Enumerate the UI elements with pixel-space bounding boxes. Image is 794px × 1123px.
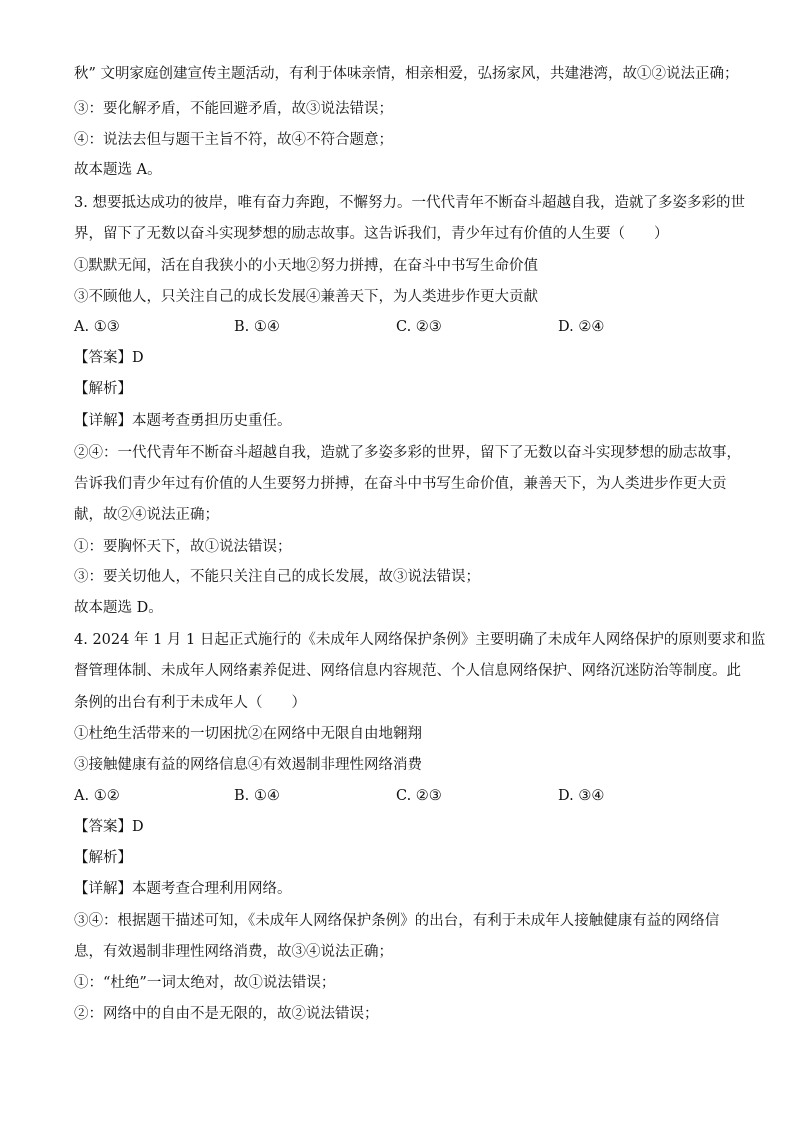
- question-4-stem: 4. 2024 年 1 月 1 日起正式施行的《未成年人网络保护条例》主要明确了未成年人网络保护的原则要求和监: [74, 632, 766, 648]
- explanation-line: 献，故②④说法正确；: [74, 507, 219, 523]
- explanation-line: 息，有效遏制非理性网络消费，故③④说法正确；: [74, 944, 393, 960]
- text-line: 故本题选 A。: [74, 162, 162, 178]
- question-3-options: [74, 317, 724, 337]
- explanation-line: ②④：一代代青年不断奋斗超越自我，造就了多姿多彩的世界，留下了无数以奋斗实现梦想的励志故事，: [74, 445, 741, 461]
- answer-label: 【答案】D: [74, 350, 144, 366]
- question-4-options: [74, 786, 724, 806]
- question-4-statement: ①杜绝生活带来的一切困扰②在网络中无限自由地翱翔: [74, 726, 422, 742]
- question-4-stem: 督管理体制、未成年人网络素养促进、网络信息内容规范、个人信息网络保护、网络沉迷防治等制度。此: [74, 663, 741, 679]
- explanation-line: 告诉我们青少年过有价值的人生要努力拼搏，在奋斗中书写生命价值，兼善天下，为人类进步作更大贡: [74, 476, 727, 492]
- explanation-line: ②：网络中的自由不是无限的，故②说法错误；: [74, 1006, 379, 1022]
- explanation-line: ①：“杜绝”一词太绝对，故①说法错误；: [74, 975, 336, 991]
- explanation-line: ①：要胸怀天下，故①说法错误；: [74, 539, 292, 555]
- option-b: B. ①④: [234, 788, 280, 804]
- analysis-label: 【解析】: [74, 381, 132, 397]
- option-c: C. ②③: [396, 319, 442, 335]
- question-3-stem: 3. 想要抵达成功的彼岸，唯有奋力奔跑，不懈努力。一代代青年不断奋斗超越自我，造就了多姿多彩的世: [74, 195, 745, 211]
- conclusion-line: 故本题选 D。: [74, 600, 163, 616]
- option-c: C. ②③: [396, 788, 442, 804]
- option-d: D. ②④: [558, 319, 605, 335]
- explanation-line: ③④：根据题干描述可知，《未成年人网络保护条例》的出台，有利于未成年人接触健康有益的网络信: [74, 913, 720, 929]
- text-line: ③：要化解矛盾，不能回避矛盾，故③说法错误；: [74, 101, 393, 117]
- question-4-statement: ③接触健康有益的网络信息④有效遏制非理性网络消费: [74, 757, 422, 773]
- option-b: B. ①④: [234, 319, 280, 335]
- explanation-line: ③：要关切他人，不能只关注自己的成长发展，故③说法错误；: [74, 569, 480, 585]
- option-d: D. ③④: [558, 788, 605, 804]
- analysis-label: 【解析】: [74, 850, 132, 866]
- question-3-stem: 界，留下了无数以奋斗实现梦想的励志故事。这告诉我们，青少年过有价值的人生要（ ）: [74, 226, 669, 242]
- detail-label: 【详解】本题考查合理利用网络。: [74, 881, 292, 897]
- question-3-statement: ③不顾他人，只关注自己的成长发展④兼善天下，为人类进步作更大贡献: [74, 289, 538, 305]
- question-4-stem: 条例的出台有利于未成年人（ ）: [74, 695, 306, 711]
- question-3-statement: ①默默无闻，活在自我狭小的小天地②努力拼搏，在奋斗中书写生命价值: [74, 258, 538, 274]
- text-line: 秋” 文明家庭创建宣传主题活动，有利于体味亲情，相亲相爱，弘扬家风，共建港湾，故①②说法正确；: [74, 66, 739, 82]
- option-a: A. ①③: [74, 319, 120, 335]
- detail-label: 【详解】本题考查勇担历史重任。: [74, 413, 292, 429]
- answer-label: 【答案】D: [74, 819, 144, 835]
- option-a: A. ①②: [74, 788, 120, 804]
- text-line: ④：说法去但与题干主旨不符，故④不符合题意；: [74, 132, 393, 148]
